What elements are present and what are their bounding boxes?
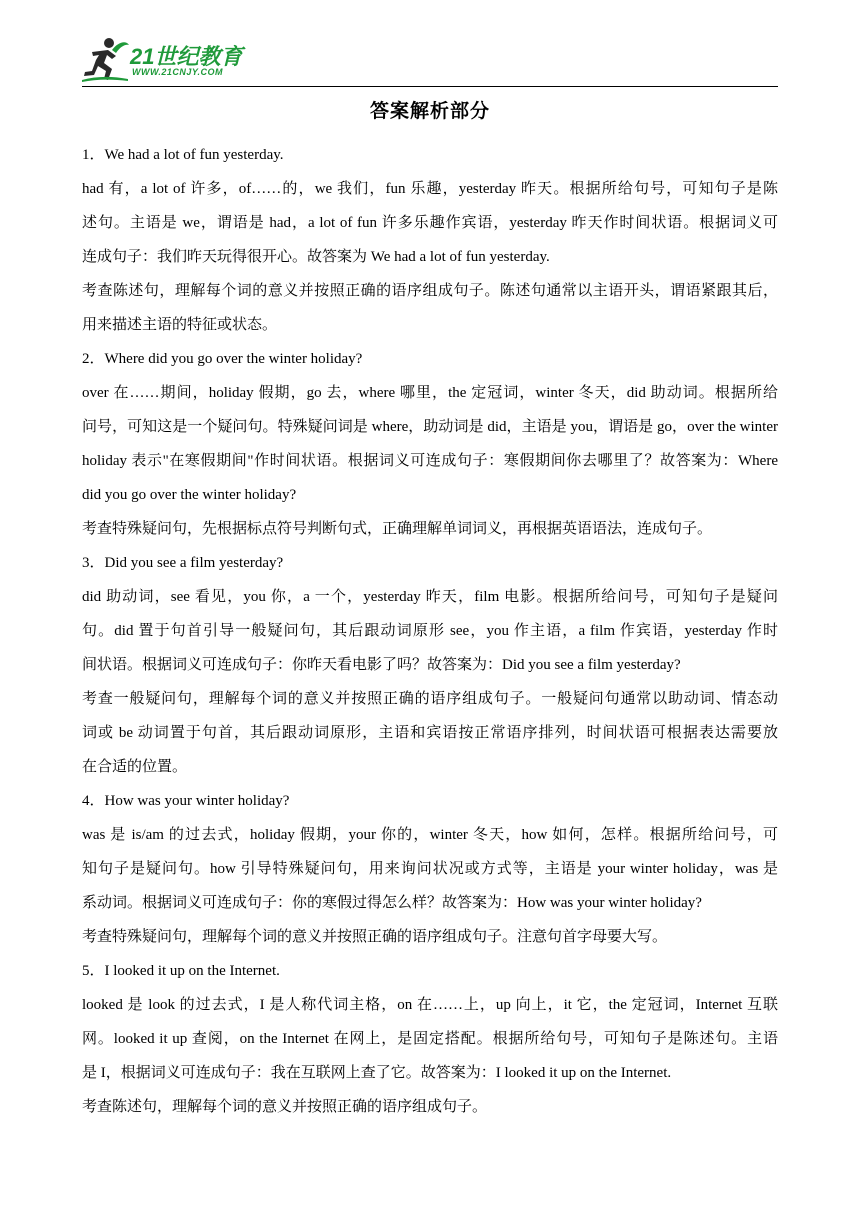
text-line: 述句。主语是 we，谓语是 had，a lot of fun 许多乐趣作宾语，yesterday 昨天作时间状语。根据词义可 bbox=[82, 215, 778, 231]
text-line: 用来描述主语的特征或状态。 bbox=[82, 317, 278, 333]
text-line: was 是 is/am 的过去式，holiday 假期，your 你的，winter 冬天，how 如何，怎样。根据所给问号，可 bbox=[82, 827, 778, 843]
text-line: did 助动词，see 看见，you 你，a 一个，yesterday 昨天，film 电影。根据所给问号，可知句子是疑问 bbox=[82, 589, 778, 605]
text-line: 知句子是疑问句。how 引导特殊疑问句，用来询问状况或方式等，主语是 your winter holiday，was 是 bbox=[82, 861, 778, 877]
text-line: had 有，a lot of 许多，of……的，we 我们，fun 乐趣，yesterday 昨天。根据所给句号，可知句子是陈 bbox=[82, 181, 778, 197]
text-line: 3．Did you see a film yesterday? bbox=[82, 555, 284, 571]
text-line: 考查陈述句，理解每个词的意义并按照正确的语序组成句子。陈述句通常以主语开头，谓语紧跟其后， bbox=[82, 283, 778, 299]
text-line: 考查特殊疑问句，先根据标点符号判断句式，正确理解单词词义，再根据英语语法，连成句子。 bbox=[82, 521, 713, 537]
text-line: 系动词。根据词义可连成句子：你的寒假过得怎么样？故答案为：How was your winter holiday? bbox=[82, 895, 702, 911]
text-line: 间状语。根据词义可连成句子：你昨天看电影了吗？故答案为：Did you see a film yesterday? bbox=[82, 657, 681, 673]
logo-url: WWW.21CNJY.COM bbox=[132, 67, 224, 77]
runner-logo-icon bbox=[82, 36, 130, 82]
text-line: 是 I，根据词义可连成句子：我在互联网上查了它。故答案为：I looked it up on the Internet. bbox=[82, 1065, 672, 1081]
answer-content bbox=[82, 138, 778, 1124]
text-line: looked 是 look 的过去式，I 是人称代词主格，on 在……上，up 向上，it 它，the 定冠词，Internet 互联 bbox=[82, 997, 778, 1013]
text-line: 网。looked it up 查阅，on the Internet 在网上，是固定搭配。根据所给句号，可知句子是陈述句。主语 bbox=[82, 1031, 778, 1047]
text-line: 问号，可知这是一个疑问句。特殊疑问词是 where，助动词是 did，主语是 you，谓语是 go，over the winter bbox=[82, 419, 778, 435]
text-line: 4．How was your winter holiday? bbox=[82, 793, 290, 809]
text-line: holiday 表示"在寒假期间"作时间状语。根据词义可连成句子：寒假期间你去哪里了？故答案为：Where bbox=[82, 453, 778, 469]
logo-title: 21世纪教育 bbox=[130, 44, 243, 69]
text-line: 考查特殊疑问句，理解每个词的意义并按照正确的语序组成句子。注意句首字母要大写。 bbox=[82, 929, 668, 945]
text-line: 考查一般疑问句，理解每个词的意义并按照正确的语序组成句子。一般疑问句通常以助动词、情态动 bbox=[82, 691, 778, 707]
brand-logo bbox=[82, 36, 262, 82]
text-line: 1．We had a lot of fun yesterday. bbox=[82, 147, 284, 163]
text-line: 在合适的位置。 bbox=[82, 759, 188, 775]
page-title: 答案解析部分 bbox=[369, 100, 490, 122]
text-line: 考查陈述句，理解每个词的意义并按照正确的语序组成句子。 bbox=[82, 1099, 488, 1115]
text-line: 5．I looked it up on the Internet. bbox=[82, 963, 280, 979]
text-line: 2．Where did you go over the winter holiday? bbox=[82, 351, 363, 367]
text-line: did you go over the winter holiday? bbox=[82, 487, 297, 503]
page-header bbox=[82, 28, 778, 87]
text-line: 连成句子：我们昨天玩得很开心。故答案为 We had a lot of fun yesterday. bbox=[82, 249, 550, 265]
text-line: over 在……期间，holiday 假期，go 去，where 哪里，the 定冠词，winter 冬天，did 助动词。根据所给 bbox=[82, 385, 778, 401]
text-line: 词或 be 动词置于句首，其后跟动词原形，主语和宾语按正常语序排列，时间状语可根据表达需要放 bbox=[82, 725, 778, 741]
text-line: 句。did 置于句首引导一般疑问句，其后跟动词原形 see，you 作主语，a film 作宾语，yesterday 作时 bbox=[82, 623, 778, 639]
